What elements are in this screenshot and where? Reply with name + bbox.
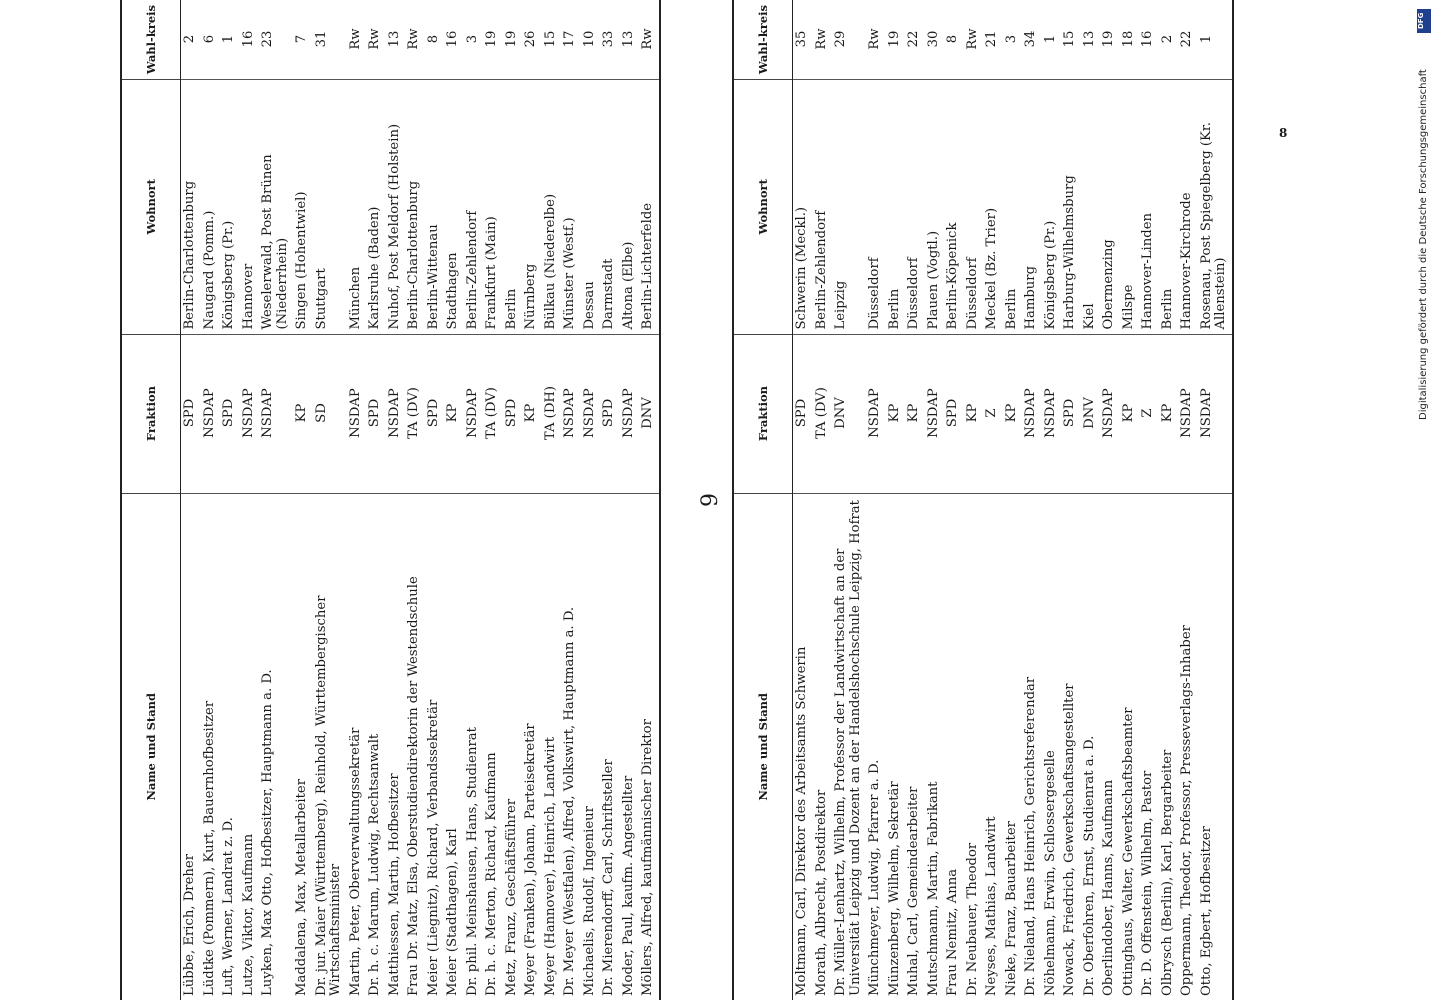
table-body-right — [793, 0, 1233, 1000]
cell-wahlkreis: 19 — [503, 0, 523, 80]
cell-wohnort: Altona (Elbe) — [620, 80, 640, 334]
cell-wohnort: Obermenzing — [1100, 80, 1120, 334]
table-row — [220, 0, 240, 1000]
cell-name: Moder, Paul, kaufm. Angestellter — [620, 775, 636, 996]
cell-wahlkreis: 34 — [1022, 0, 1042, 80]
header-name: Name und Stand — [121, 493, 181, 1000]
cell-wohnort: Nürnberg — [522, 80, 542, 334]
cell-wohnort: Berlin — [503, 80, 523, 334]
table-row — [240, 0, 260, 1000]
cell-name: Otto, Egbert, Hofbesitzer — [1198, 493, 1233, 1000]
cell-fraktion: SPD — [793, 334, 813, 493]
cell-wohnort: Meckel (Bz. Trier) — [983, 80, 1003, 334]
cell-fraktion: SPD — [503, 334, 523, 493]
cell-fraktion: DNV — [639, 334, 660, 493]
cell-wahlkreis: 29 — [832, 0, 866, 80]
cell-fraktion: NSDAP — [1100, 334, 1120, 493]
cell-name: Möllers, Alfred, kaufmännischer Direktor — [639, 493, 660, 1000]
table-row — [1003, 0, 1023, 1000]
cell-fraktion: NSDAP — [1042, 334, 1062, 493]
cell-fraktion: SPD — [425, 334, 445, 493]
table-row — [425, 0, 445, 1000]
cell-name: Muhal, Carl, Gemeindearbeiter — [906, 786, 921, 996]
cell-wahlkreis: 13 — [386, 0, 406, 80]
cell-name: Münzenberg, Wilhelm, Sekretär — [886, 781, 902, 996]
table-row — [522, 0, 542, 1000]
cell-wohnort: Hannover — [240, 80, 260, 334]
cell-fraktion: KP — [964, 334, 984, 493]
cell-fraktion: SPD — [944, 334, 964, 493]
table-row — [1022, 0, 1042, 1000]
cell-name: Dr. Oberfohren, Ernst, Studienrat a. D. — [1081, 735, 1097, 996]
cell-fraktion: NSDAP — [464, 334, 484, 493]
cell-wohnort: Harburg-Wilhelmsburg — [1061, 80, 1081, 334]
table-row — [581, 0, 601, 1000]
cell-fraktion: KP — [1159, 334, 1179, 493]
cell-wohnort: Münster (Westf.) — [561, 80, 581, 334]
table-row — [464, 0, 484, 1000]
cell-name: Maddalena, Max, Metallarbeiter — [294, 778, 309, 996]
header-row — [121, 0, 181, 1000]
cell-fraktion: NSDAP — [620, 334, 640, 493]
cell-wohnort: Frankfurt (Main) — [483, 80, 503, 334]
cell-wahlkreis: 26 — [522, 0, 542, 80]
cell-fraktion: KP — [1003, 334, 1023, 493]
table-row — [983, 0, 1003, 1000]
header-wahlkreis: Wahl-kreis — [733, 0, 793, 80]
cell-wahlkreis: 16 — [444, 0, 464, 80]
cell-fraktion: Z — [983, 334, 1003, 493]
table-row — [1159, 0, 1179, 1000]
cell-wahlkreis: 1 — [1198, 0, 1233, 80]
cell-name: Lübbe, Erich, Dreher — [182, 853, 197, 996]
cell-name: Luft, Werner, Landrat z. D. — [221, 817, 236, 996]
cell-name: Frau Dr. Matz, Elsa, Oberstudiendirektorin der Westendschule — [406, 576, 421, 996]
cell-fraktion: SD — [313, 334, 347, 493]
cell-wohnort: Berlin-Köpenick — [944, 80, 964, 334]
cell-name: Dr. Neubauer, Theodor — [964, 842, 980, 996]
cell-wahlkreis: 19 — [1100, 0, 1120, 80]
cell-name: Matthiessen, Martin, Hofbesitzer — [386, 773, 402, 996]
cell-wohnort: Dessau — [581, 80, 601, 334]
header-fraktion: Fraktion — [121, 334, 181, 493]
cell-wahlkreis: Rw — [405, 0, 425, 80]
table-row — [483, 0, 503, 1000]
cell-name: Dr. Müller-Lenhartz, Wilhelm, Professor der Landwirtschaft an der Universität Leipzig und Dozent an der Handelshochschule Leipzig, Hofrat — [833, 500, 863, 996]
cell-name: Nowack, Friedrich, Gewerkschaftsangestellter — [1062, 683, 1077, 996]
table-row — [620, 0, 640, 1000]
cell-wahlkreis: Rw — [964, 0, 984, 80]
cell-name: Dr. Mierendorff, Carl, Schriftsteller — [601, 759, 616, 996]
header-wahlkreis: Wahl-kreis — [121, 0, 181, 80]
cell-wohnort: Berlin-Charlottenburg — [405, 80, 425, 334]
cell-wahlkreis: 1 — [1042, 0, 1062, 80]
table-row — [542, 0, 562, 1000]
cell-wahlkreis: 16 — [240, 0, 260, 80]
cell-fraktion: NSDAP — [581, 334, 601, 493]
cell-name: Metz, Franz, Geschäftsführer — [503, 798, 519, 996]
table-row — [503, 0, 523, 1000]
cell-wohnort: München — [347, 80, 367, 334]
cell-fraktion: TA (DV) — [813, 334, 833, 493]
cell-name: Lutze, Viktor, Kaufmann — [240, 833, 256, 996]
cell-wohnort: Karlsruhe (Baden) — [366, 80, 386, 334]
cell-wahlkreis: 8 — [425, 0, 445, 80]
cell-fraktion: NSDAP — [259, 334, 293, 493]
header-fraktion: Fraktion — [733, 334, 793, 493]
cell-name: Nöhelmann, Erwin, Schlossergeselle — [1042, 750, 1058, 996]
cell-name: Olbrysch (Berlin), Karl, Bergarbeiter — [1159, 749, 1175, 996]
cell-wohnort: Düsseldorf — [905, 80, 925, 334]
cell-wahlkreis: 21 — [983, 0, 1003, 80]
cell-wohnort: Düsseldorf — [866, 80, 886, 334]
header-name: Name und Stand — [733, 493, 793, 1000]
cell-fraktion: TA (DH) — [542, 334, 562, 493]
cell-wohnort: Hamburg — [1022, 80, 1042, 334]
header-wohnort: Wohnort — [733, 80, 793, 334]
table-row — [313, 0, 347, 1000]
table-row — [813, 0, 833, 1000]
cell-name: Dr. Meyer (Westfalen), Alfred, Volkswirt, Hauptmann a. D. — [562, 606, 577, 996]
table-row — [444, 0, 464, 1000]
cell-wohnort: Bülkau (Niederelbe) — [542, 80, 562, 334]
cell-fraktion: NSDAP — [561, 334, 581, 493]
funding-note: Digitalisierung gefördert durch die Deutsche Forschungsgemeinschaft — [1418, 69, 1429, 420]
table-row — [1178, 0, 1198, 1000]
cell-wahlkreis: 17 — [561, 0, 581, 80]
table-row — [561, 0, 581, 1000]
table-row — [259, 0, 293, 1000]
cell-wahlkreis: 18 — [1120, 0, 1140, 80]
header-wohnort: Wohnort — [121, 80, 181, 334]
cell-wahlkreis: Rw — [347, 0, 367, 80]
cell-wohnort: Hannover-Linden — [1139, 80, 1159, 334]
cell-fraktion: NSDAP — [347, 334, 367, 493]
cell-wahlkreis: Rw — [639, 0, 660, 80]
cell-name: Moltmann, Carl, Direktor des Arbeitsamts Schwerin — [794, 646, 809, 996]
cell-wohnort: Naugard (Pomm.) — [201, 80, 221, 334]
cell-wohnort: Nuhof, Post Meldorf (Holstein) — [386, 80, 406, 334]
cell-name: Morath, Albrecht, Postdirektor — [813, 789, 829, 996]
cell-fraktion: KP — [886, 334, 906, 493]
table-row — [1061, 0, 1081, 1000]
cell-fraktion: SPD — [600, 334, 620, 493]
table-row — [347, 0, 367, 1000]
cell-name: Meyer (Hannover), Heinrich, Landwirt — [542, 736, 558, 996]
cell-wahlkreis: 30 — [925, 0, 945, 80]
cell-name: Frau Nemitz, Anna — [945, 868, 960, 996]
cell-fraktion: Z — [1139, 334, 1159, 493]
cell-fraktion: NSDAP — [1022, 334, 1042, 493]
cell-name: Dr. Nieland, Hans Heinrich, Gerichtsreferendar — [1023, 676, 1038, 996]
table-row — [886, 0, 906, 1000]
cell-wohnort: Leipzig — [832, 80, 866, 334]
cell-wahlkreis: 1 — [220, 0, 240, 80]
table-row — [600, 0, 620, 1000]
cell-name: Martin, Peter, Oberverwaltungssekretär — [347, 727, 363, 996]
cell-wohnort: Königsberg (Pr.) — [220, 80, 240, 334]
table-row — [366, 0, 386, 1000]
cell-name: Oppermann, Theodor, Professor, Presseverlags-Inhaber — [1179, 625, 1194, 996]
table-row — [964, 0, 984, 1000]
cell-wohnort: Berlin — [886, 80, 906, 334]
cell-wohnort: Berlin — [1159, 80, 1179, 334]
cell-wahlkreis: Rw — [866, 0, 886, 80]
cell-wohnort: Berlin-Zehlendorf — [813, 80, 833, 334]
cell-wahlkreis: 16 — [1139, 0, 1159, 80]
cell-name: Dr. phil. Meinshausen, Hans, Studienrat — [464, 727, 480, 996]
cell-wahlkreis: 7 — [293, 0, 313, 80]
cell-fraktion: KP — [293, 334, 313, 493]
cell-wahlkreis: 2 — [181, 0, 201, 80]
cell-wohnort: Darmstadt — [600, 80, 620, 334]
table-row — [1120, 0, 1140, 1000]
catchword: 8 — [1279, 126, 1288, 140]
cell-wahlkreis: 22 — [905, 0, 925, 80]
table-row — [925, 0, 945, 1000]
cell-wahlkreis: 13 — [1081, 0, 1101, 80]
cell-fraktion: TA (DV) — [405, 334, 425, 493]
cell-wahlkreis: 6 — [201, 0, 221, 80]
table-row — [1198, 0, 1233, 1000]
table-row — [944, 0, 964, 1000]
cell-wahlkreis: 19 — [483, 0, 503, 80]
cell-wohnort: Singen (Hohentwiel) — [293, 80, 313, 334]
table-row — [866, 0, 886, 1000]
cell-fraktion: SPD — [181, 334, 201, 493]
cell-fraktion: NSDAP — [1198, 334, 1233, 493]
cell-wohnort: Hannover-Kirchrode — [1178, 80, 1198, 334]
cell-wahlkreis: 3 — [1003, 0, 1023, 80]
cell-wohnort: Königsberg (Pr.) — [1042, 80, 1062, 334]
cell-name: Nieke, Franz, Bauarbeiter — [1003, 821, 1019, 996]
cell-fraktion: NSDAP — [240, 334, 260, 493]
cell-fraktion: KP — [444, 334, 464, 493]
cell-name: Neyses, Mathias, Landwirt — [984, 816, 999, 996]
cell-name: Dr. jur. Maier (Württemberg), Reinhold, Württembergischer Wirtschaftsminister — [313, 595, 343, 996]
cell-fraktion: NSDAP — [1178, 334, 1198, 493]
cell-wohnort: Plauen (Vogtl.) — [925, 80, 945, 334]
page-number: 9 — [698, 493, 723, 507]
cell-wohnort: Weselerwald, Post Brünen (Niederrhein) — [259, 80, 293, 334]
cell-fraktion: NSDAP — [866, 334, 886, 493]
cell-name: Ottinghaus, Walter, Gewerkschaftsbeamter — [1120, 707, 1136, 996]
cell-name: Dr. D. Offenstein, Wilhelm, Pastor — [1140, 770, 1155, 996]
table-row — [201, 0, 221, 1000]
cell-wahlkreis: 15 — [542, 0, 562, 80]
cell-wohnort: Milspe — [1120, 80, 1140, 334]
cell-name: Meier (Liegnitz), Richard, Verbandssekretär — [425, 699, 441, 996]
cell-wahlkreis: 15 — [1061, 0, 1081, 80]
cell-fraktion: TA (DV) — [483, 334, 503, 493]
table-row — [386, 0, 406, 1000]
cell-fraktion: DNV — [832, 334, 866, 493]
rotated-page — [120, 0, 1300, 1000]
cell-fraktion: NSDAP — [925, 334, 945, 493]
cell-wahlkreis: 31 — [313, 0, 347, 80]
cell-fraktion: KP — [905, 334, 925, 493]
cell-wahlkreis: 2 — [1159, 0, 1179, 80]
cell-wahlkreis: Rw — [813, 0, 833, 80]
table-row — [293, 0, 313, 1000]
cell-wohnort: Schwerin (Meckl.) — [793, 80, 813, 334]
cell-wahlkreis: 10 — [581, 0, 601, 80]
table-row — [793, 0, 813, 1000]
cell-wahlkreis: 8 — [944, 0, 964, 80]
table-row — [181, 0, 201, 1000]
table-body-left — [181, 0, 660, 1000]
cell-wohnort: Rosenau, Post Spiegelberg (Kr. Allenstein) — [1198, 80, 1233, 334]
table-row — [1139, 0, 1159, 1000]
register-table-left — [120, 0, 661, 1000]
cell-fraktion: KP — [522, 334, 542, 493]
cell-name: Dr. h. c. Merton, Richard, Kaufmann — [484, 752, 499, 996]
cell-fraktion: SPD — [1061, 334, 1081, 493]
cell-wohnort: Stadthagen — [444, 80, 464, 334]
cell-name: Meyer (Franken), Johann, Parteisekretär — [523, 723, 538, 996]
cell-wohnort: Berlin-Zehlendorf — [464, 80, 484, 334]
register-table-right — [732, 0, 1234, 1000]
cell-wahlkreis: 35 — [793, 0, 813, 80]
cell-fraktion: KP — [1120, 334, 1140, 493]
table-row — [639, 0, 660, 1000]
cell-name: Meier (Stadthagen), Karl — [445, 828, 460, 996]
cell-name: Dr. h. c. Marum, Ludwig, Rechtsanwalt — [367, 733, 382, 996]
cell-wahlkreis: 23 — [259, 0, 293, 80]
dfg-logo: DFG — [1417, 9, 1431, 33]
cell-fraktion: SPD — [220, 334, 240, 493]
cell-name: Münchmeyer, Ludwig, Pfarrer a. D. — [867, 759, 882, 996]
cell-name: Oberlindober, Hanns, Kaufmann — [1101, 779, 1116, 996]
table-left-section — [120, 0, 661, 1000]
cell-wahlkreis: 3 — [464, 0, 484, 80]
cell-fraktion: NSDAP — [386, 334, 406, 493]
table-row — [405, 0, 425, 1000]
cell-fraktion: NSDAP — [201, 334, 221, 493]
cell-wahlkreis: Rw — [366, 0, 386, 80]
cell-fraktion: DNV — [1081, 334, 1101, 493]
cell-name: Lüdtke (Pommern), Kurt, Bauernhofbesitzer — [201, 700, 217, 996]
cell-name: Luyken, Max Otto, Hofbesitzer, Hauptmann a. D. — [260, 669, 275, 996]
cell-wohnort: Berlin-Wittenau — [425, 80, 445, 334]
table-row — [1042, 0, 1062, 1000]
cell-wahlkreis: 13 — [620, 0, 640, 80]
table-right-section — [732, 0, 1234, 1000]
cell-wohnort: Kiel — [1081, 80, 1101, 334]
cell-wohnort: Berlin-Charlottenburg — [181, 80, 201, 334]
table-row — [1100, 0, 1120, 1000]
table-row — [905, 0, 925, 1000]
cell-wohnort: Düsseldorf — [964, 80, 984, 334]
cell-wahlkreis: 22 — [1178, 0, 1198, 80]
cell-fraktion: SPD — [366, 334, 386, 493]
table-row — [1081, 0, 1101, 1000]
header-row — [733, 0, 793, 1000]
cell-name: Michaelis, Rudolf, Ingenieur — [581, 806, 597, 996]
cell-name: Mutschmann, Martin, Fabrikant — [925, 781, 941, 996]
cell-wohnort: Berlin-Lichterfelde — [639, 80, 660, 334]
table-row — [832, 0, 866, 1000]
cell-wohnort: Berlin — [1003, 80, 1023, 334]
cell-wahlkreis: 19 — [886, 0, 906, 80]
cell-wahlkreis: 33 — [600, 0, 620, 80]
cell-wohnort: Stuttgart — [313, 80, 347, 334]
